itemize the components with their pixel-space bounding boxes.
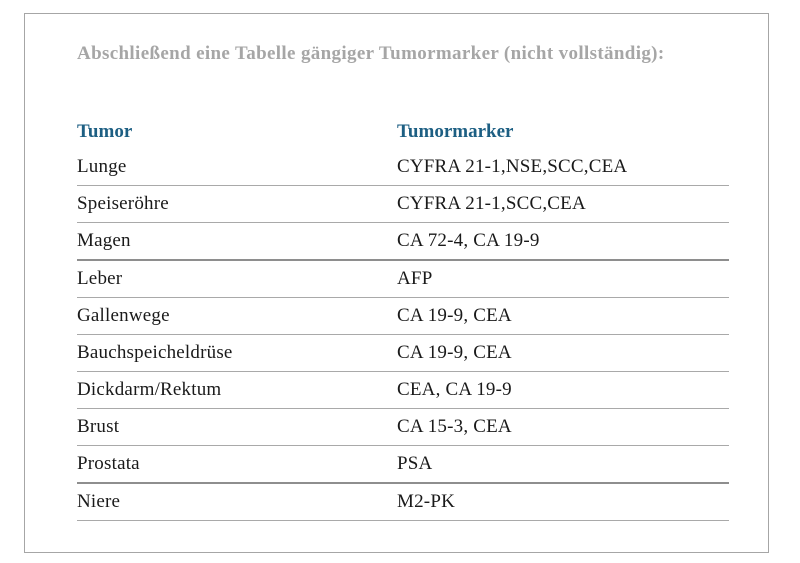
- table-row: [77, 372, 729, 409]
- table-row: [77, 186, 729, 223]
- cell-marker: PSA: [397, 446, 729, 484]
- cell-tumor: Niere: [77, 483, 397, 521]
- table-row: [77, 446, 729, 484]
- cell-marker: CEA, CA 19-9: [397, 372, 729, 409]
- cell-marker: CA 19-9, CEA: [397, 335, 729, 372]
- cell-tumor: Gallenwege: [77, 298, 397, 335]
- table-row: [77, 483, 729, 521]
- cell-tumor: Lunge: [77, 149, 397, 186]
- cell-marker: M2-PK: [397, 483, 729, 521]
- cell-marker: CA 15-3, CEA: [397, 409, 729, 446]
- table-row: [77, 260, 729, 298]
- cell-marker: CA 19-9, CEA: [397, 298, 729, 335]
- intro-text: Abschließend eine Tabelle gängiger Tumormarker (nicht vollständig):: [77, 43, 665, 64]
- table-row: [77, 409, 729, 446]
- header-tumor: Tumor: [77, 120, 133, 142]
- table-row: [77, 298, 729, 335]
- cell-tumor: Leber: [77, 260, 397, 298]
- cell-marker: CYFRA 21-1,SCC,CEA: [397, 186, 729, 223]
- cell-tumor: Speiseröhre: [77, 186, 397, 223]
- table-row: [77, 149, 729, 186]
- table-row: [77, 223, 729, 261]
- cell-tumor: Prostata: [77, 446, 397, 484]
- table-row: [77, 335, 729, 372]
- tumor-marker-table: [77, 112, 729, 521]
- cell-marker: CYFRA 21-1,NSE,SCC,CEA: [397, 149, 729, 186]
- cell-tumor: Dickdarm/Rektum: [77, 372, 397, 409]
- table-header-row: [77, 112, 729, 149]
- header-marker: Tumormarker: [397, 120, 514, 142]
- cell-marker: AFP: [397, 260, 729, 298]
- cell-marker: CA 72-4, CA 19-9: [397, 223, 729, 261]
- cell-tumor: Brust: [77, 409, 397, 446]
- cell-tumor: Bauchspeicheldrüse: [77, 335, 397, 372]
- cell-tumor: Magen: [77, 223, 397, 261]
